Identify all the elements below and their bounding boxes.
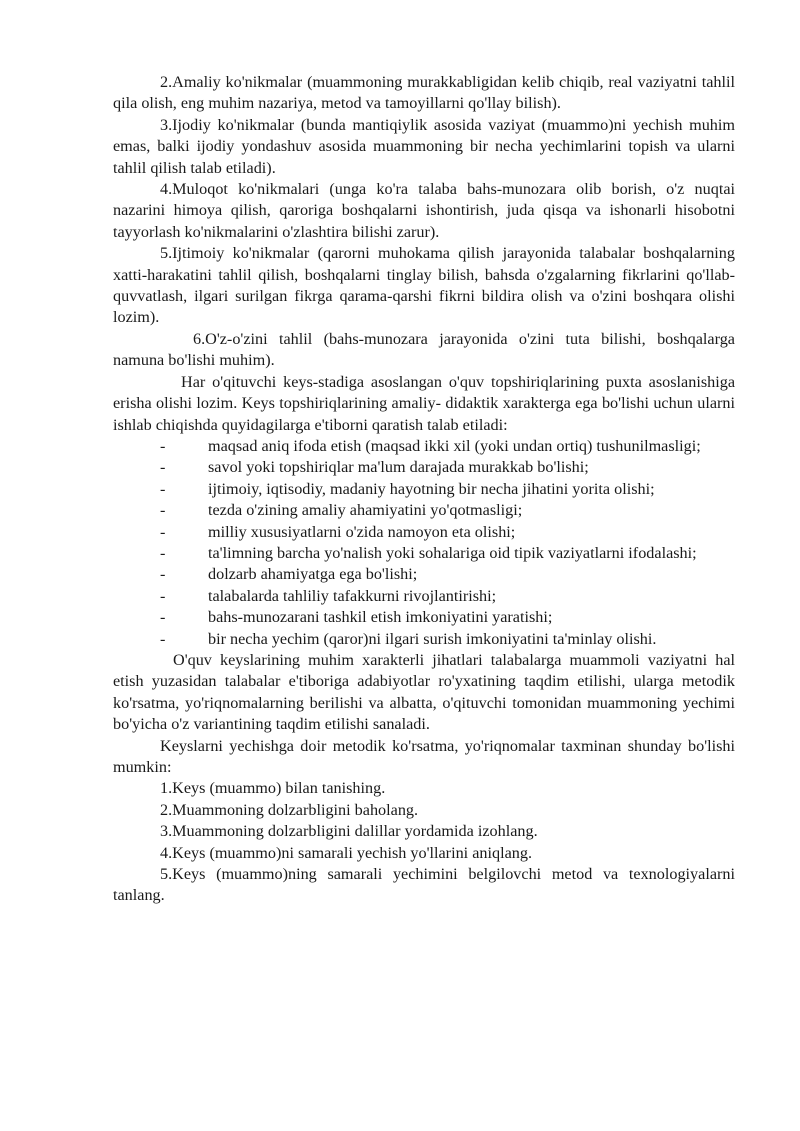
dash-marker: -: [160, 565, 166, 584]
list-item: [113, 543, 735, 564]
list-item: [113, 607, 735, 628]
step-item: 1.Keys (muammo) bilan tanishing.: [160, 779, 386, 798]
list-item: [113, 564, 735, 585]
paragraph-guidelines-intro: Keyslarni yechishga doir metodik ko'rsatma, yo'riqnomalar taxminan shunday bo'lishi mumkin:: [113, 736, 735, 776]
list-item: [113, 479, 735, 500]
paragraph-creative-skills: 3.Ijodiy ko'nikmalar (bunda mantiqiylik asosida vaziyat (muammo)ni yechish muhim emas, balki ijodiy yondashuv asosida muammoning bir necha yechimlarini topish va ularni tahlil qilish talab etiladi).: [113, 115, 735, 177]
dash-marker: -: [160, 436, 166, 455]
list-item-text: maqsad aniq ifoda etish (maqsad ikki xil (yoki undan ortiq) tushunilmasligi;: [208, 436, 701, 455]
paragraph-practical-skills: 2.Amaliy ko'nikmalar (muammoning murakkabligidan kelib chiqib, real vaziyatni tahlil qila olish, eng muhim nazariya, metod va tamoyillarni qo'llay bilish).: [113, 73, 735, 113]
requirements-list: [113, 436, 735, 650]
list-item: [113, 522, 735, 543]
paragraph-self-analysis: 6.O'z-o'zini tahlil (bahs-munozara jarayonida o'zini tuta bilishi, boshqalarga namuna bo'lishi muhim).: [113, 329, 735, 370]
guideline-steps: [113, 778, 735, 906]
list-item: [113, 586, 735, 607]
dash-marker: -: [160, 629, 166, 648]
list-item-text: tezda o'zining amaliy ahamiyatini yo'qotmasligi;: [208, 501, 523, 520]
list-item-text: ta'limning barcha yo'nalish yoki sohalariga oid tipik vaziyatlarni ifodalashi;: [208, 543, 697, 562]
paragraph-teacher-case-study: Har o'qituvchi keys-stadiga asoslangan o'quv topshiriqlarining puxta asoslanishiga erisha olishi lozim. Keys topshiriqlarining amaliy- didaktik xarakterga ega bo'lishi uchun ularni ishlab chiqishda quyidagilarga e'tiborni qaratish talab etiladi:: [113, 372, 735, 434]
list-item-text: savol yoki topshiriqlar ma'lum darajada murakkab bo'lishi;: [208, 458, 589, 477]
step-item: 5.Keys (muammo)ning samarali yechimini belgilovchi metod va texnologiyalarni tanlang.: [113, 865, 735, 905]
list-item-text: dolzarb ahamiyatga ega bo'lishi;: [208, 565, 418, 584]
list-item: [113, 629, 735, 650]
list-item: [113, 457, 735, 478]
step-item: 4.Keys (muammo)ni samarali yechish yo'llarini aniqlang.: [160, 843, 532, 862]
dash-marker: -: [160, 458, 166, 477]
paragraph-case-characteristics: O'quv keyslarining muhim xarakterli jihatlari talabalarga muammoli vaziyatni hal etish yuzasidan talabalar e'tiboriga adabiyotlar ro'yxatining taqdim etilishi, ularga metodik ko'rsatma, yo'riqnomalarning berilishi va albatta, o'qituvchi tomonidan muammoning yechimi bo'yicha o'z variantining taqdim etilishi sanaladi.: [113, 650, 735, 734]
dash-marker: -: [160, 522, 166, 541]
list-item: [113, 436, 735, 457]
list-item-text: bahs-munozarani tashkil etish imkoniyatini yaratishi;: [208, 608, 553, 627]
list-item-text: ijtimoiy, iqtisodiy, madaniy hayotning bir necha jihatini yorita olishi;: [208, 479, 655, 498]
paragraph-social-skills: 5.Ijtimoiy ko'nikmalar (qarorni muhokama qilish jarayonida talabalar boshqalarning xatti-harakatini tahlil qilish, boshqalarni tinglay bilish, bahsda o'zgalarning fikrlarini qo'llab-quvvatlash, ilgari surilgan fikrga qarama-qarshi fikrni bildira olish va o'zini boshqara olishi lozim).: [113, 244, 735, 327]
dash-marker: -: [160, 608, 166, 627]
step-item: 3.Muammoning dolzarbligini dalillar yordamida izohlang.: [160, 822, 538, 841]
document-page: [113, 72, 735, 907]
dash-marker: -: [160, 586, 166, 605]
dash-marker: -: [160, 479, 166, 498]
step-item: 2.Muammoning dolzarbligini baholang.: [160, 800, 419, 819]
dash-marker: -: [160, 501, 166, 520]
list-item-text: milliy xususiyatlarni o'zida namoyon eta olishi;: [208, 522, 516, 541]
list-item-text: bir necha yechim (qaror)ni ilgari surish imkoniyatini ta'minlay olishi.: [208, 629, 657, 648]
paragraph-communication-skills: 4.Muloqot ko'nikmalari (unga ko'ra talaba bahs-munozara olib borish, o'z nuqtai nazarini himoya qilish, qaroriga boshqalarni ishontirish, juda qisqa va ishonarli hisobotni tayyorlash ko'nikmalarini o'zlashtira bilishi zarur).: [113, 180, 735, 241]
dash-marker: -: [160, 543, 166, 562]
list-item-text: talabalarda tahliliy tafakkurni rivojlantirishi;: [208, 586, 497, 605]
list-item: [113, 500, 735, 521]
